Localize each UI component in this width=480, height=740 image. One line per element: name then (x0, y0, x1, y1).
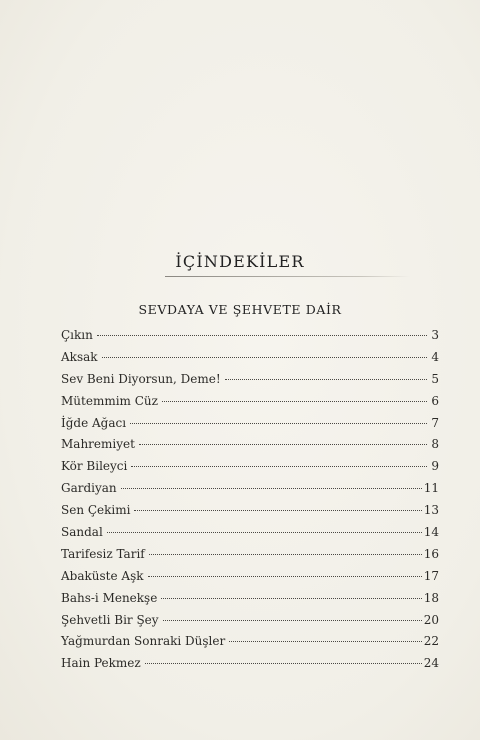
toc-entry-page: 11 (423, 481, 439, 496)
dot-leader (139, 444, 427, 445)
toc-entry-page: 7 (431, 415, 439, 430)
toc-entry-page: 14 (423, 525, 439, 540)
toc-entry (61, 434, 439, 456)
toc-entry-title: Aksak (61, 349, 98, 364)
toc-entry-page: 9 (431, 459, 439, 474)
toc-entry-page: 8 (431, 437, 439, 452)
toc-entry-page: 20 (423, 612, 439, 627)
dot-leader (163, 620, 422, 621)
toc-entry-page: 4 (431, 349, 439, 364)
toc-entry (61, 478, 439, 500)
toc-entry-title: Kör Bileyci (61, 459, 128, 474)
toc-entry (61, 588, 439, 610)
dot-leader (131, 466, 427, 467)
toc-entry (61, 653, 439, 675)
dot-leader (162, 401, 427, 402)
toc-entry-title: Abaküste Aşk (61, 568, 144, 583)
toc-entry (61, 325, 439, 347)
toc-entry-page: 3 (431, 328, 439, 342)
toc-entry (61, 522, 439, 544)
toc-entry (61, 566, 439, 588)
toc-entry-page: 6 (431, 393, 439, 408)
toc-entry (61, 456, 439, 478)
toc-entry (61, 347, 439, 369)
dot-leader (229, 641, 421, 642)
toc-entry-title: Bahs-i Menekşe (61, 590, 158, 605)
table-of-contents (61, 325, 439, 675)
toc-entry-title: Tarifesiz Tarif (61, 546, 145, 561)
toc-entry-title: Çıkın (61, 328, 93, 342)
dot-leader (134, 510, 421, 511)
dot-leader (145, 663, 422, 664)
toc-entry-title: İğde Ağacı (61, 415, 127, 430)
toc-entry-page: 24 (423, 656, 439, 671)
contents-heading-block (0, 252, 480, 271)
dot-leader (130, 423, 427, 424)
toc-entry (61, 391, 439, 413)
heading-rule (165, 276, 410, 277)
toc-entry-title: Sandal (61, 525, 103, 540)
toc-entry (61, 544, 439, 566)
toc-entry-title: Mahremiyet (61, 437, 135, 452)
toc-entry-page: 17 (423, 568, 439, 583)
dot-leader (121, 488, 422, 489)
toc-entry (61, 500, 439, 522)
toc-entry-title: Gardiyan (61, 481, 117, 496)
dot-leader (225, 379, 427, 380)
dot-leader (148, 576, 422, 577)
toc-entry-page: 5 (431, 371, 439, 386)
toc-entry-title: Mütemmim Cüz (61, 393, 158, 408)
section-heading: SEVDAYA VE ŞEHVETE DAİR (138, 302, 342, 317)
dot-leader (102, 357, 427, 358)
dot-leader (97, 335, 427, 336)
toc-entry-page: 18 (423, 590, 439, 605)
toc-entry-title: Şehvetli Bir Şey (61, 612, 159, 627)
dot-leader (107, 532, 422, 533)
toc-entry-title: Sev Beni Diyorsun, Deme! (61, 371, 221, 386)
toc-entry (61, 413, 439, 435)
toc-entry-title: Yağmurdan Sonraki Düşler (61, 634, 226, 649)
contents-heading: İÇİNDEKİLER (175, 252, 305, 271)
toc-entry-page: 22 (423, 634, 439, 649)
dot-leader (149, 554, 422, 555)
dot-leader (161, 598, 421, 599)
toc-entry (61, 631, 439, 653)
toc-entry-title: Hain Pekmez (61, 656, 141, 671)
toc-entry-page: 13 (423, 503, 439, 518)
toc-entry-page: 16 (423, 546, 439, 561)
toc-entry-title: Sen Çekimi (61, 503, 131, 518)
toc-entry (61, 369, 439, 391)
toc-entry (61, 610, 439, 632)
